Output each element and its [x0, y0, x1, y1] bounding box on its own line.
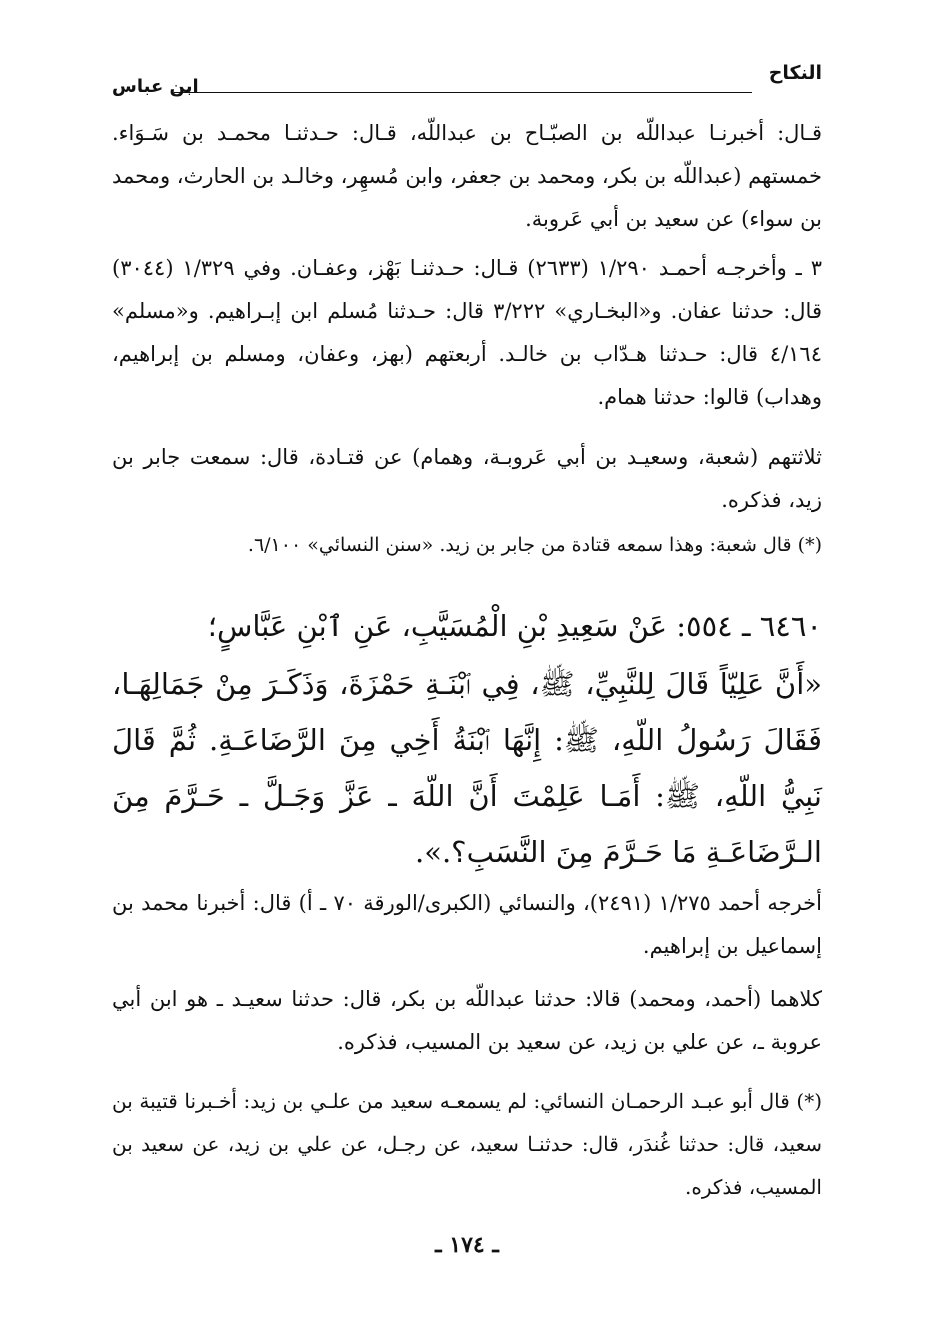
hadith-matn: «أَنَّ عَلِيّاً قَالَ لِلنَّبِيِّ، ﷺ، فِي ٱبْنَـةِ حَمْزَةَ، وَذَكَـرَ مِنْ جَمَالِهَـا، فَقَالَ رَسُولُ اللّهِ، ﷺ: إِنَّهَا ٱبْنَةُ أَخِي مِنَ الرَّضَاعَـةِ. ثُمَّ قَالَ نَبِيُّ اللّهِ، ﷺ: أَمَـا عَلِمْتَ أَنَّ اللّهَ ـ عَزَّ وَجَـلَّ ـ حَـرَّمَ مِنَ الـرَّضَاعَـةِ مَا حَـرَّمَ مِنَ النَّسَبِ؟.».: [112, 667, 822, 869]
paragraph-isnad-summary: ثلاثتهم (شعبة، وسعيـد بن أبي عَروبـة، وهمام) عن قتـادة، قال: سمعت جابر بن زيد، فذكره.: [112, 445, 822, 512]
header-rule: [174, 92, 752, 93]
footnote-nasai: (*) قال أبو عبـد الرحمـان النسائي: لم يسمعـه سعيد من علـي بن زيد: أخـبرنا قتيبة بن سعيد، قال: حدثنا غُندَر، قال: حدثنـا سعيد، عن رجـل، عن علي بن زيد، عن سعيد بن المسيب، فذكره.: [112, 1089, 822, 1199]
footnote-shuba: (*) قال شعبة: وهذا سمعه قتادة من جابر بن زيد. «سنن النسائي» ٦/١٠٠.: [247, 534, 822, 556]
page-number: ـ ١٧٤ ـ: [435, 1232, 499, 1258]
hadith-heading: ٦٤٦٠ ـ ٥٥٤: عَنْ سَعِيدِ بْنِ الْمُسَيَّبِ، عَنِ ٱبْنِ عَبَّاسٍ؛: [207, 609, 822, 643]
chapter-title: النكاح: [768, 62, 822, 84]
paragraph-takhrij-hadith: أخرجه أحمد ١/٢٧٥ (٢٤٩١)، والنسائي (الكبرى/الورقة ٧٠ ـ أ) قال: أخبرنا محمد بن إسماعيل بن إبراهيم.: [112, 891, 822, 958]
running-header: [112, 62, 822, 102]
paragraph-isnad-hadith: كلاهما (أحمد، ومحمد) قالا: حدثنا عبداللّه بن بكر، قال: حدثنا سعيـد ـ هو ابن أبي عروبة ـ، عن علي بن زيد، عن سعيد بن المسيب، فذكره.: [112, 987, 822, 1054]
paragraph-isnad-1: قـال: أخبرنـا عبداللّه بن الصبّـاح بن عبداللّه، قـال: حـدثنـا محمـد بن سَـوَاء. خمستهم (عبداللّه بن بكر، ومحمد بن جعفر، وابن مُسهِر، وخالـد بن الحارث، ومحمد بن سواء) عن سعيد بن أبي عَروبة.: [112, 121, 822, 231]
paragraph-takhrij-3: ٣ ـ وأخرجـه أحمـد ١/٢٩٠ (٢٦٣٣) قـال: حـدثنـا بَهْز، وعفـان. وفي ١/٣٢٩ (٣٠٤٤) قال: حدثنا عفان. و«البخـاري» ٣/٢٢٢ قال: حـدثنا مُسلم ابن إبـراهيم. و«مسلم» ٤/١٦٤ قال: حـدثنا هـدّاب بن خالـد. أربعتهم (بهز، وعفان، ومسلم بن إبراهيم، وهداب) قالوا: حدثنا همام.: [112, 256, 823, 409]
narrator-title: ابن عباس: [112, 76, 199, 97]
